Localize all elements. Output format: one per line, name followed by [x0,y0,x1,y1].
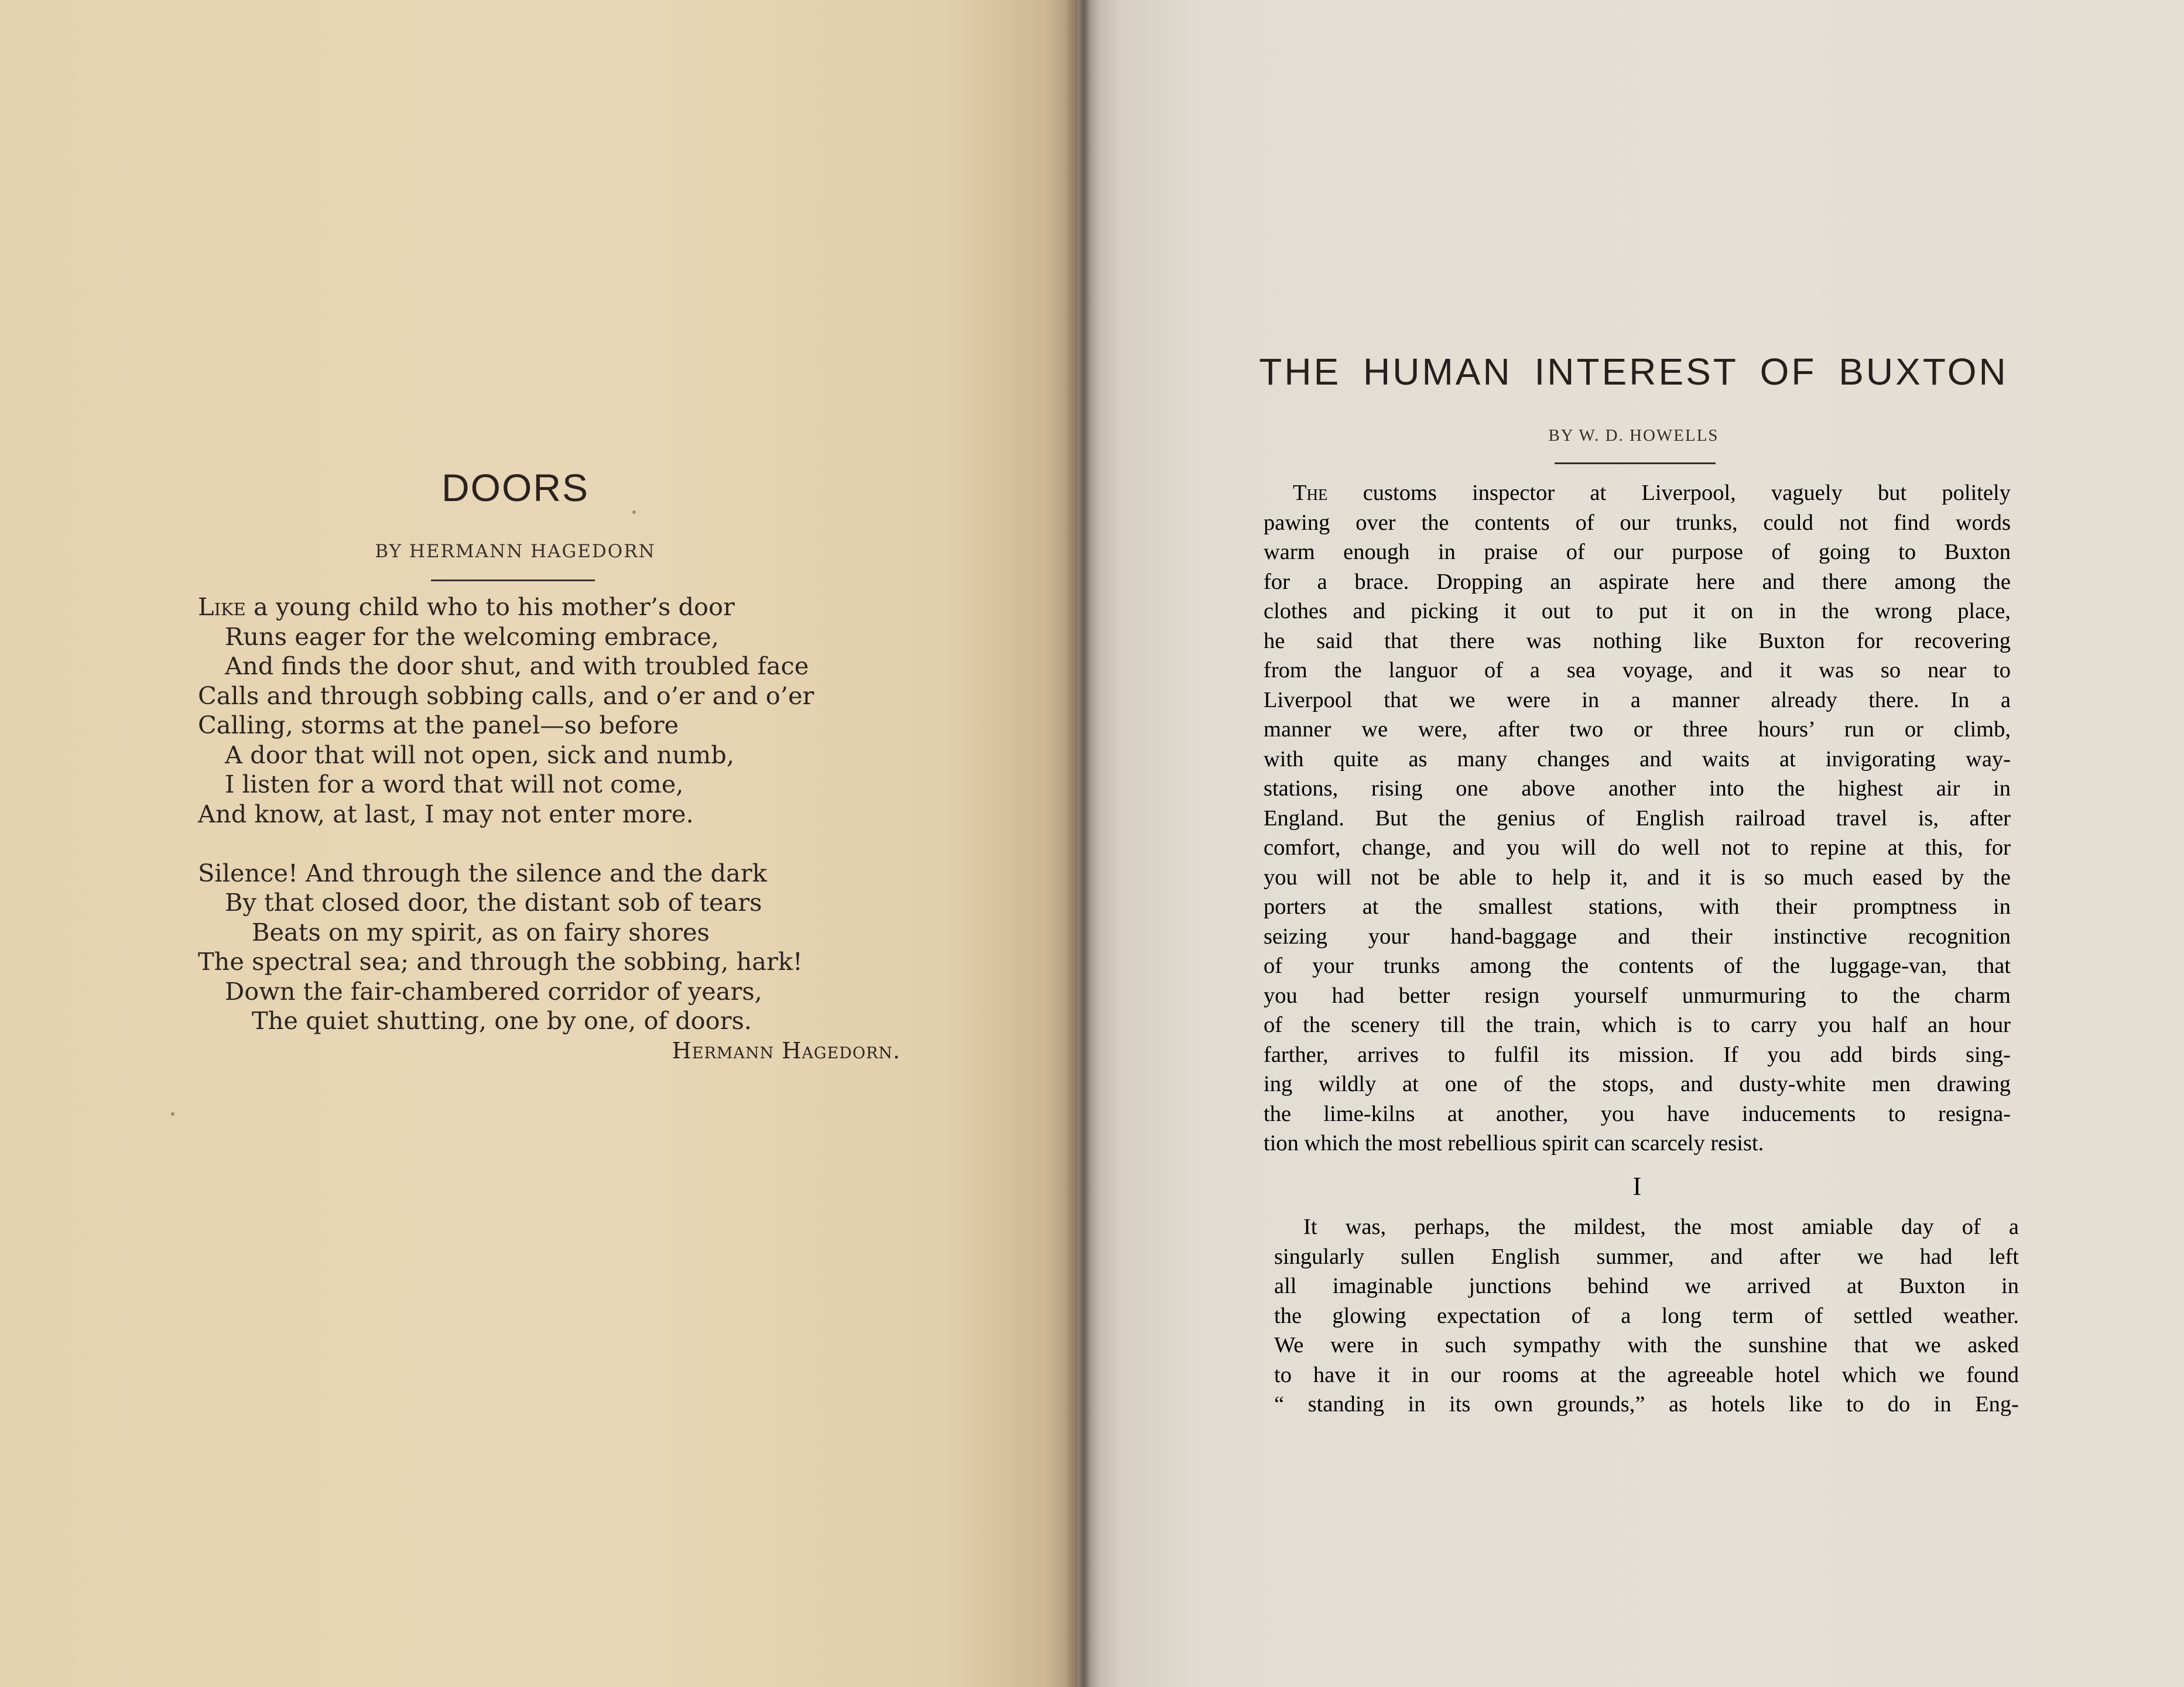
essay-line: England. But the genius of English railroad travel is, after [1264,805,2011,831]
essay-line: tion which the most rebellious spirit can scarcely resist. [1264,1131,1764,1155]
poem-line: The spectral sea; and through the sobbing, hark! [198,947,803,976]
poem-line: I listen for a word that will not come, [225,770,684,798]
poem-line: Runs eager for the welcoming embrace, [225,622,719,651]
poem-line: The quiet shutting, one by one, of doors. [252,1006,752,1035]
essay-line: We were in such sympathy with the sunshine that we asked [1274,1333,2019,1357]
essay-line: of your trunks among the contents of the luggage-van, that [1264,954,2011,978]
essay-line: warm enough in praise of our purpose of going to Buxton [1264,540,2011,564]
essay-line: from the languor of a sea voyage, and it was so near to [1264,658,2011,683]
poem-line: Silence! And through the silence and the dark [198,858,767,887]
essay-line: you will not be able to help it, and it is so much eased by the [1264,865,2011,890]
essay-line: singularly sullen English summer, and after we had left [1274,1244,2019,1269]
essay-paragraph-2 [1274,1212,2019,1419]
paper-speck [632,510,636,514]
essay-line: seizing your hand-baggage and their instinctive recognition [1264,924,2011,949]
poem-line: Calling, storms at the panel—so before [198,711,679,739]
essay-title: THE HUMAN INTEREST OF BUXTON [1259,351,2008,393]
left-page [0,0,1077,1687]
essay-paragraph-1 [1264,478,2011,1204]
essay-line: he said that there was nothing like Buxton for recovering [1264,628,2011,653]
poem-line: Down the fair-chambered corridor of years, [225,976,762,1006]
essay-line: clothes and picking it out to put it on in the wrong place, [1264,599,2011,623]
essay-line: farther, arrives to fulfil its mission. If you add birds sing- [1264,1042,2011,1067]
essay-line: manner we were, after two or three hours’ run or climb, [1264,717,2011,742]
essay-line: pawing over the contents of our trunks, could not find words [1264,510,2011,535]
paper-speck [171,1112,174,1116]
essay-line: “ standing in its own grounds,” as hotels like to do in Eng- [1274,1392,2019,1417]
essay-byline: BY W. D. HOWELLS [1548,426,1719,445]
poem-line: And finds the door shut, and with troubled face [225,652,809,680]
poem-body [198,592,936,1065]
essay-line: to have it in our rooms at the agreeable hotel which we found [1274,1362,2019,1387]
essay-line: Liverpool that we were in a manner already there. In a [1264,687,2011,712]
poem-title-rule [431,580,595,581]
stanza-break [198,829,936,859]
essay-line: for a brace. Dropping an aspirate here and there among the [1264,569,2011,594]
section-number: I [1632,1171,1642,1201]
essay-line: the glowing expectation of a long term of settled weather. [1274,1303,2019,1328]
poem-signature: Hermann Hagedorn. [672,1037,901,1064]
essay-title-rule [1555,462,1716,464]
essay-line: the lime-kilns at another, you have inducements to resigna- [1264,1101,2011,1126]
essay-line: ing wildly at one of the stops, and dusty-white men drawing [1264,1072,2011,1096]
essay-line: comfort, change, and you will do well not to repine at this, for [1264,835,2011,860]
poem-line: Like a young child who to his mother’s door [198,592,735,621]
essay-line: The customs inspector at Liverpool, vaguely but politely [1293,481,2011,505]
poem-line: By that closed door, the distant sob of tears [225,888,762,917]
poem-title: DOORS [441,466,590,509]
poem-line: Beats on my spirit, as on fairy shores [252,917,710,947]
poem-line: A door that will not open, sick and numb, [225,740,735,769]
essay-line: with quite as many changes and waits at invigorating way- [1264,746,2011,772]
essay-line: stations, rising one above another into the highest air in [1264,776,2011,801]
essay-line: you had better resign yourself unmurmuring to the charm [1264,983,2011,1008]
essay-line: It was, perhaps, the mildest, the most amiable day of a [1303,1215,2019,1239]
book-gutter [1064,0,1100,1687]
poem-line: Calls and through sobbing calls, and o’er and o’er [198,681,814,710]
essay-line: all imaginable junctions behind we arrived at Buxton in [1274,1274,2019,1298]
essay-line: porters at the smallest stations, with their promptness in [1264,894,2011,919]
poem-byline: BY HERMANN HAGEDORN [375,541,656,562]
essay-line: of the scenery till the train, which is to carry you half an hour [1264,1013,2011,1037]
poem-line: And know, at last, I may not enter more. [198,799,694,828]
